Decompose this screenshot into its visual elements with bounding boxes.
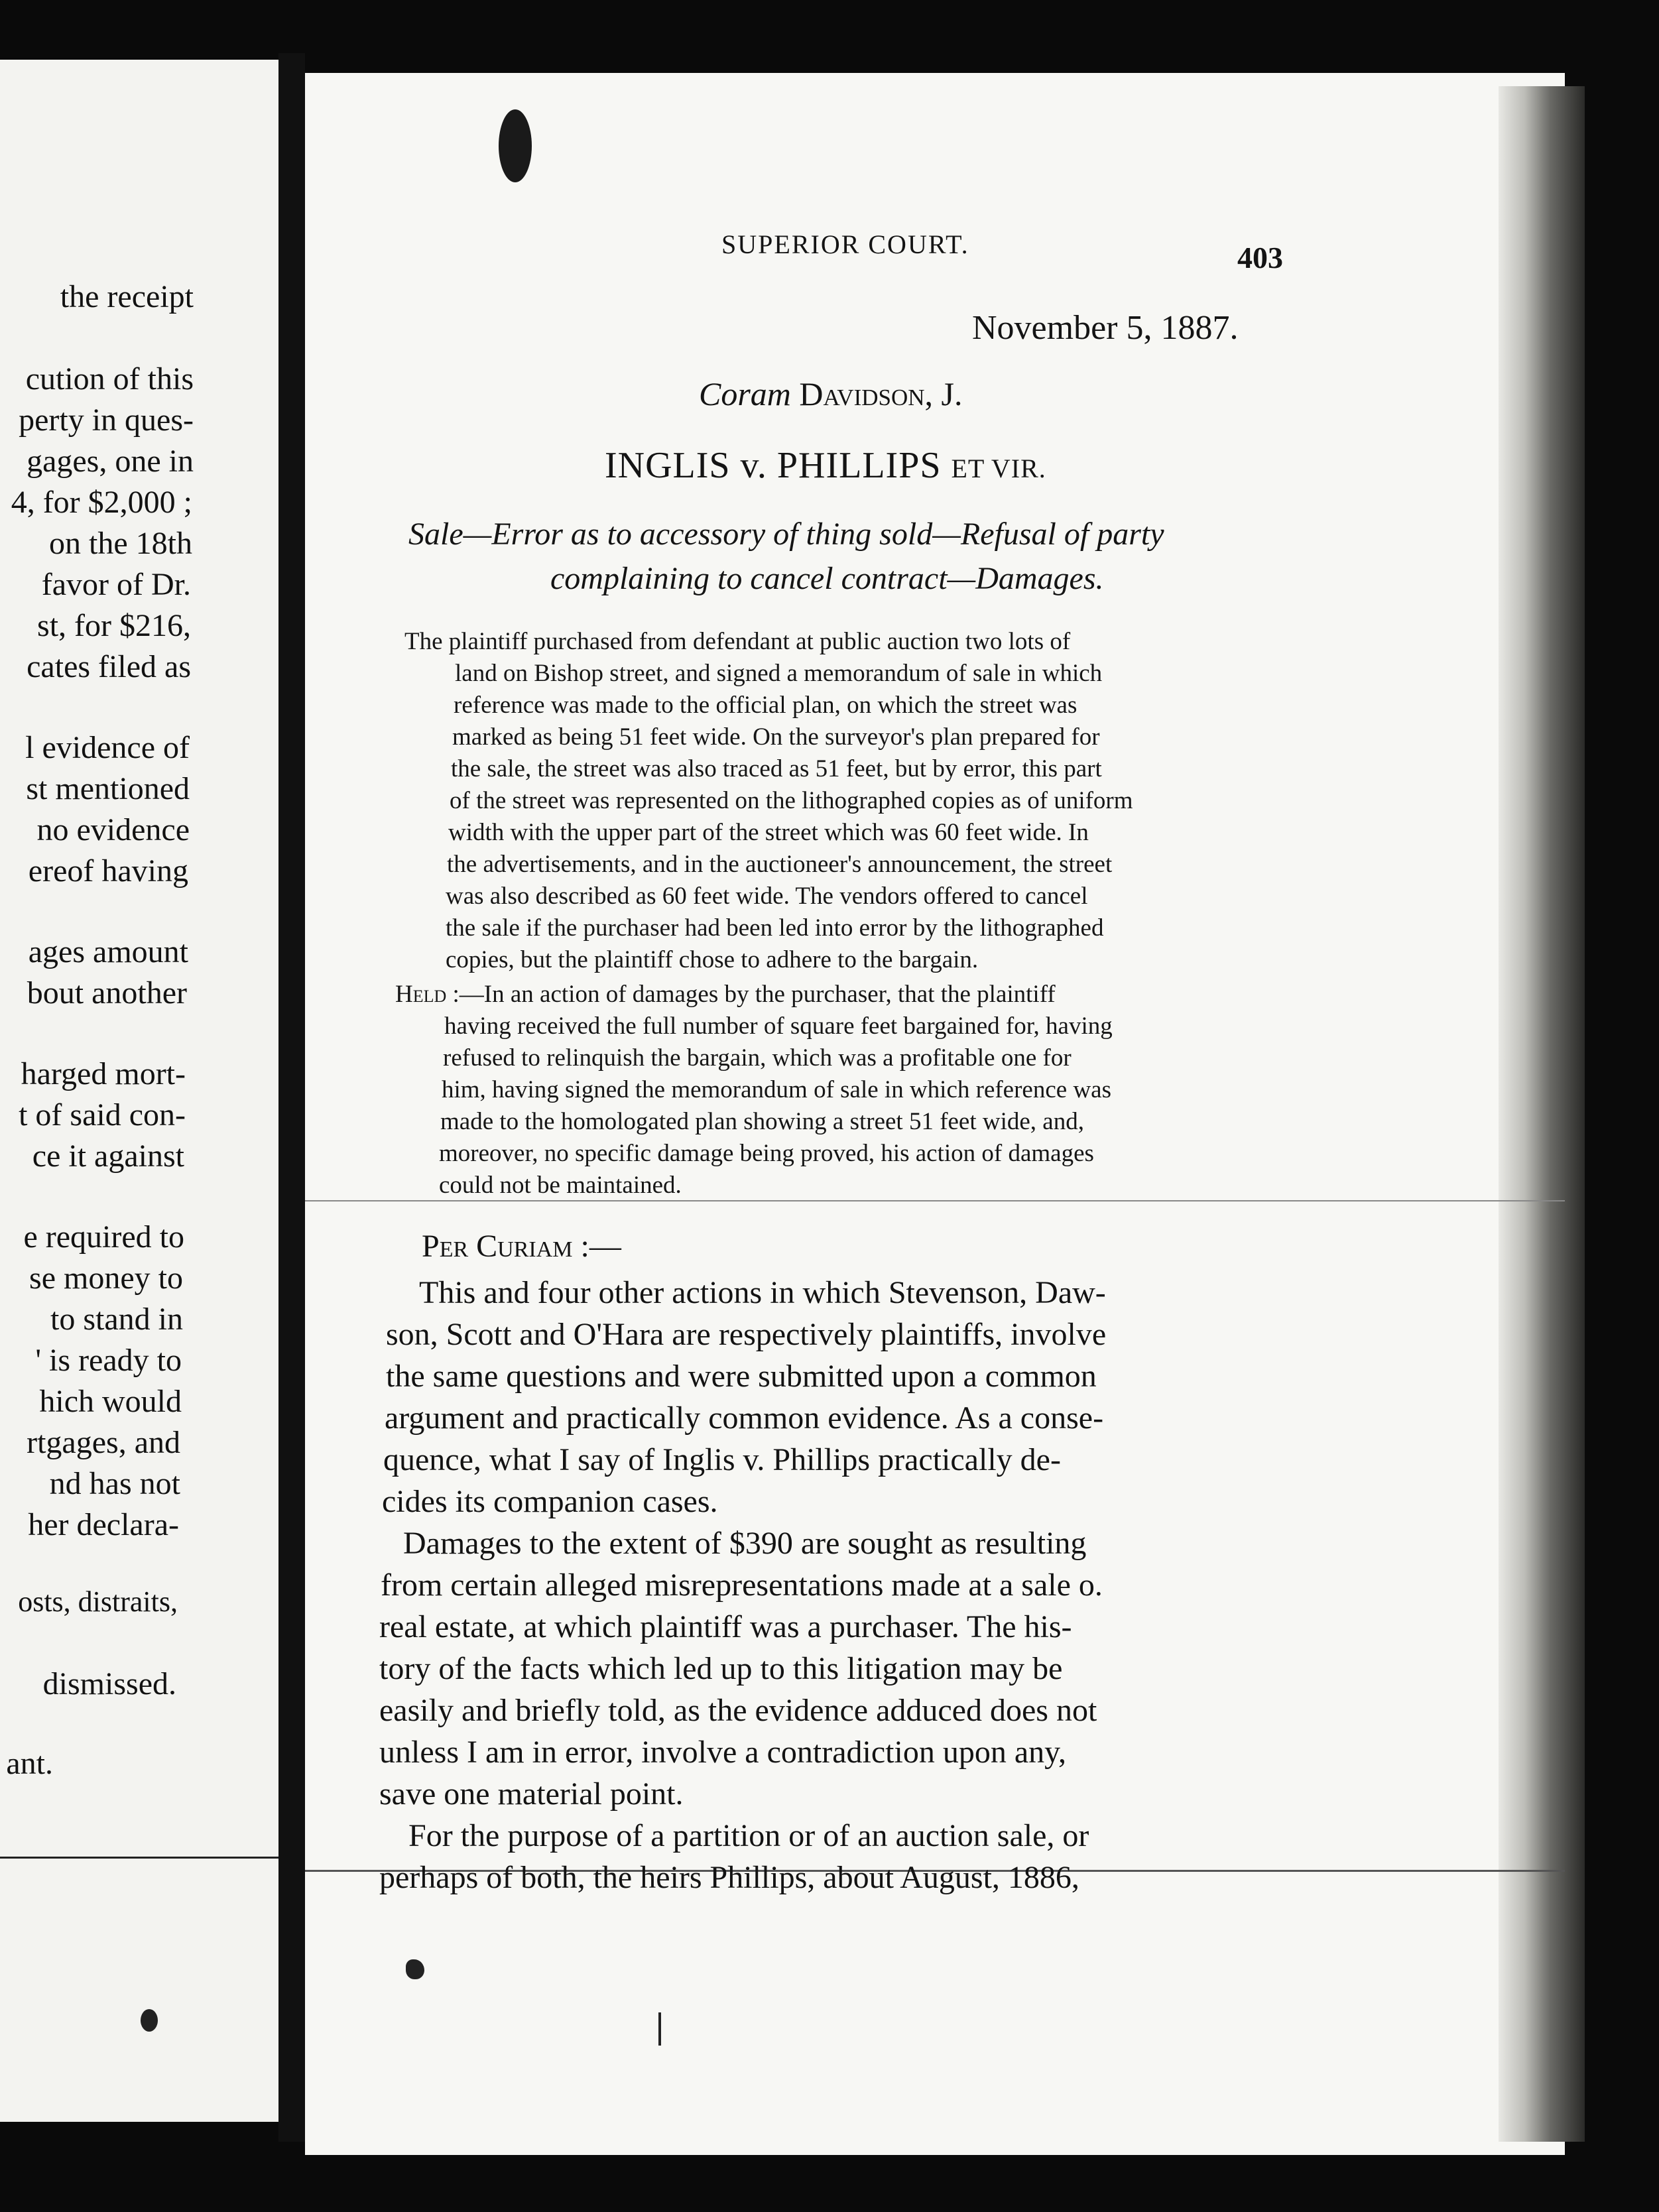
summary-line: land on Bishop street, and signed a memorandum of sale in which <box>455 660 1103 687</box>
headnote-line: complaining to cancel contract—Damages. <box>550 561 1104 596</box>
opinion-heading: Per Curiam :— <box>422 1229 621 1264</box>
summary-line: reference was made to the official plan, on which the street was <box>454 692 1077 719</box>
left-page-line: to stand in <box>50 1302 183 1337</box>
coram-line <box>699 375 962 413</box>
previous-page-fragment <box>0 60 278 2122</box>
left-page-line: dismissed. <box>42 1666 176 1701</box>
held-text: In an action of damages by the purchaser, that the plaintiff <box>483 981 1056 1008</box>
left-page-line: gages, one in <box>27 444 194 479</box>
opinion-line: tory of the facts which led up to this litigation may be <box>379 1651 1063 1686</box>
opinion-line: save one material point. <box>379 1776 684 1812</box>
summary-line: the sale, the street was also traced as 51 feet, but by error, this part <box>451 755 1102 782</box>
decision-date: November 5, 1887. <box>972 309 1239 347</box>
summary-line: of the street was represented on the lithographed copies as of uniform <box>450 787 1133 814</box>
page-edge-shadow <box>1499 86 1585 2142</box>
left-page-line: ages amount <box>28 934 188 969</box>
left-page-line: her declara- <box>28 1507 179 1542</box>
case-title <box>605 444 1046 487</box>
opinion-line: Damages to the extent of $390 are sought as resulting <box>403 1526 1087 1561</box>
opinion-line: the same questions and were submitted upon a common <box>386 1359 1097 1394</box>
judge-name: Davidson, J. <box>799 375 963 412</box>
fold-line <box>305 1200 1565 1201</box>
ink-smudge <box>499 109 532 182</box>
summary-line: marked as being 51 feet wide. On the surveyor's plan prepared for <box>452 723 1100 751</box>
left-page-line: l evidence of <box>25 730 190 765</box>
left-page-line: harged mort- <box>21 1056 186 1091</box>
left-page-line: the receipt <box>60 279 194 314</box>
opinion-line: This and four other actions in which Stevenson, Daw- <box>419 1275 1106 1310</box>
opinion-line: real estate, at which plaintiff was a purchaser. The his- <box>379 1609 1072 1644</box>
left-page-line: favor of Dr. <box>41 567 191 602</box>
rule-line <box>0 1857 278 1859</box>
summary-line: the advertisements, and in the auctioneer's announcement, the street <box>447 851 1113 878</box>
left-page-line: cates filed as <box>27 649 191 684</box>
left-page-line: st, for $216, <box>37 608 191 643</box>
held-line: moreover, no specific damage being proved, his action of damages <box>439 1140 1094 1167</box>
case-title-suffix: ET VIR. <box>951 454 1046 483</box>
summary-line: The plaintiff purchased from defendant at public auction two lots of <box>404 628 1071 655</box>
left-page-line: t of said con- <box>19 1097 186 1133</box>
left-page-line: e required to <box>23 1219 184 1255</box>
held-line: refused to relinquish the bargain, which was a profitable one for <box>443 1044 1072 1072</box>
summary-line: copies, but the plaintiff chose to adhere to the bargain. <box>446 946 979 973</box>
left-page-line: osts, distraits, <box>18 1585 178 1618</box>
page-number: 403 <box>1237 241 1283 275</box>
summary-line: was also described as 60 feet wide. The vendors offered to cancel <box>446 883 1088 910</box>
left-page-line: ce it against <box>32 1138 184 1174</box>
left-page-line: bout another <box>27 975 187 1011</box>
book-gutter <box>278 53 305 2142</box>
left-page-line: ' is ready to <box>35 1343 182 1378</box>
held-line: him, having signed the memorandum of sale in which reference was <box>442 1076 1111 1103</box>
opinion-line: cides its companion cases. <box>382 1484 718 1519</box>
opinion-line: unless I am in error, involve a contradiction upon any, <box>379 1735 1067 1770</box>
left-page-line: st mentioned <box>26 771 190 806</box>
left-page-line: rtgages, and <box>27 1425 180 1460</box>
left-page-line: 4, for $2,000 ; <box>11 485 192 520</box>
left-page-line: ant. <box>6 1746 53 1781</box>
opinion-line: argument and practically common evidence. As a conse- <box>385 1400 1104 1436</box>
held-label: Held :— <box>395 981 484 1008</box>
stray-mark <box>658 2012 661 2046</box>
left-page-line: cution of this <box>25 361 194 397</box>
running-head: SUPERIOR COURT. <box>721 229 969 259</box>
opinion-line: For the purpose of a partition or of an auction sale, or <box>408 1818 1089 1853</box>
summary-line: width with the upper part of the street which was 60 feet wide. In <box>448 819 1089 846</box>
left-page-line: on the 18th <box>49 526 192 561</box>
left-page-line: perty in ques- <box>19 402 194 438</box>
left-page-line: se money to <box>29 1260 183 1296</box>
held-line: having received the full number of square feet bargained for, having <box>444 1013 1113 1040</box>
held-line <box>395 980 1056 1009</box>
held-line: made to the homologated plan showing a street 51 feet wide, and, <box>440 1108 1084 1135</box>
headnote-line: Sale—Error as to accessory of thing sold—Refusal of party <box>408 517 1164 552</box>
ink-blot <box>406 1959 424 1979</box>
left-page-line: no evidence <box>36 812 190 847</box>
left-page-line: hich would <box>39 1384 182 1419</box>
ink-blot <box>141 2009 158 2032</box>
opinion-line: quence, what I say of Inglis v. Phillips practically de- <box>383 1442 1061 1477</box>
left-page-line: ereof having <box>28 853 188 889</box>
opinion-line: perhaps of both, the heirs Phillips, about August, 1886, <box>379 1860 1079 1895</box>
left-page-line: nd has not <box>49 1466 180 1501</box>
opinion-line: son, Scott and O'Hara are respectively plaintiffs, involve <box>386 1317 1107 1352</box>
opinion-line: easily and briefly told, as the evidence adduced does not <box>379 1693 1097 1728</box>
opinion-line: from certain alleged misrepresentations made at a sale o. <box>381 1567 1103 1603</box>
summary-line: the sale if the purchaser had been led into error by the lithographed <box>446 914 1104 942</box>
case-title-main: INGLIS v. PHILLIPS <box>605 445 942 486</box>
coram-label: Coram <box>699 375 791 412</box>
held-line: could not be maintained. <box>439 1172 682 1199</box>
